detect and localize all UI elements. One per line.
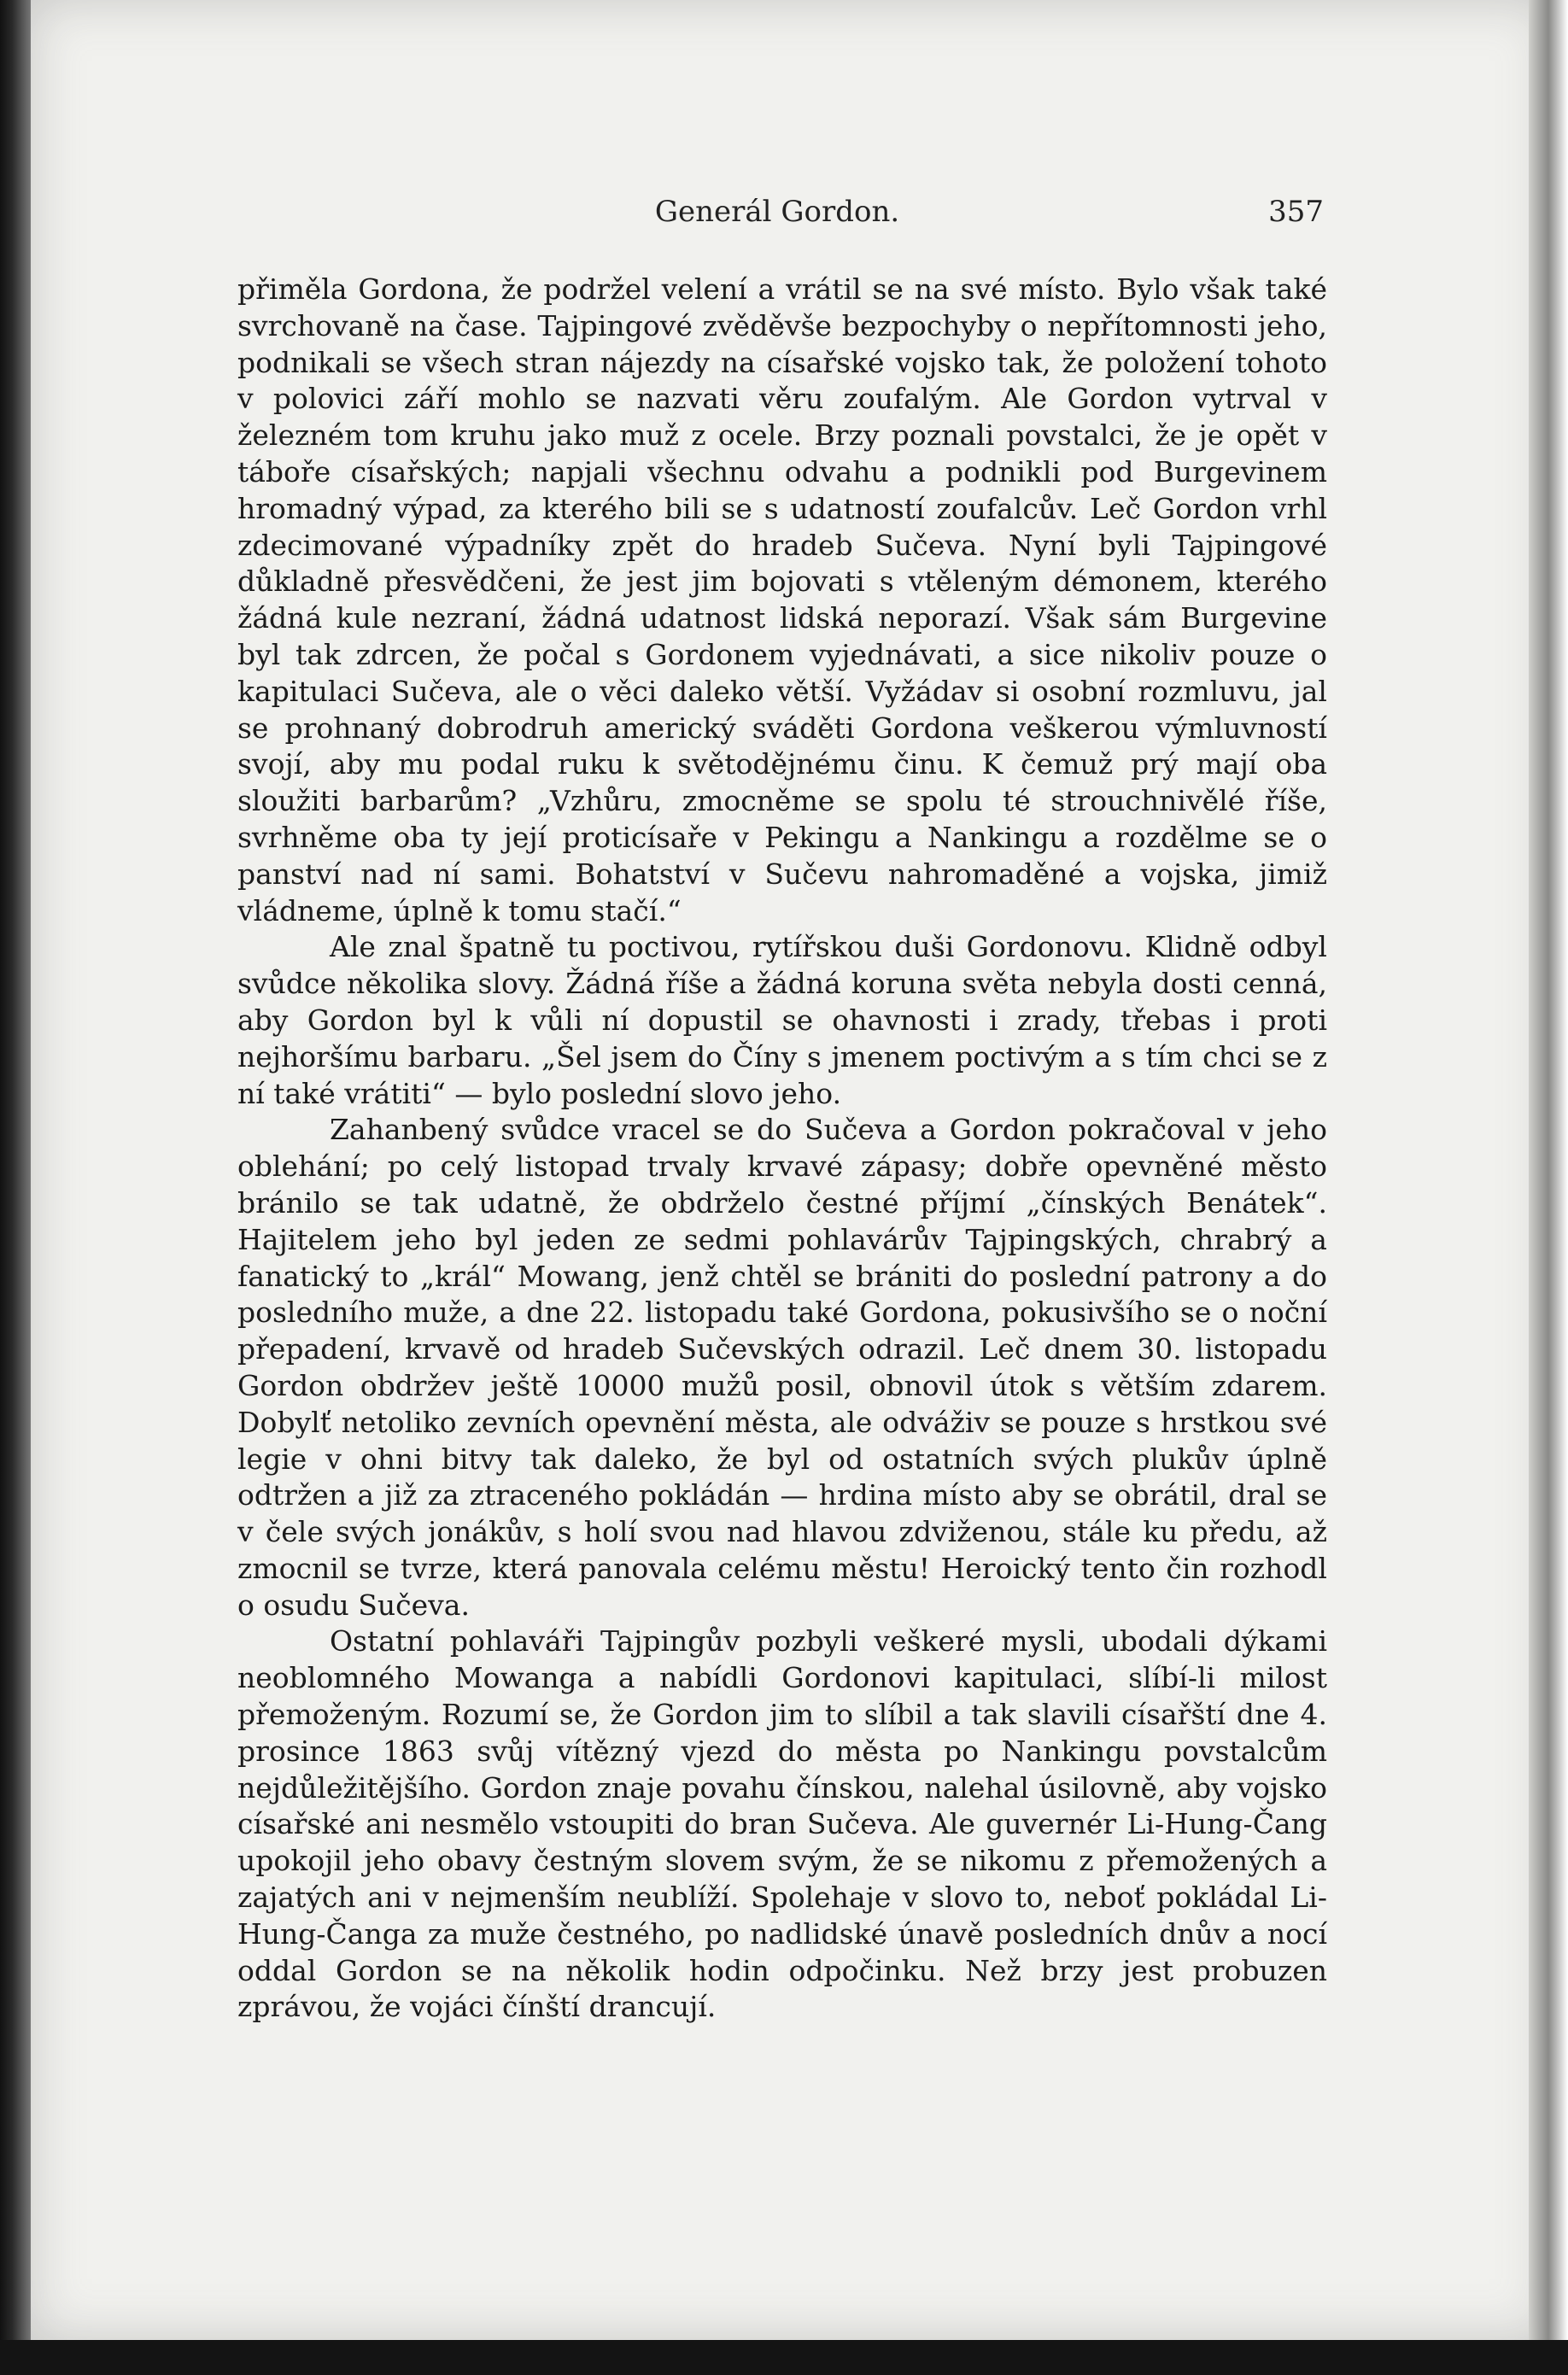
scan-bottom-border (0, 2340, 1568, 2375)
running-title: Generál Gordon. (654, 195, 900, 229)
paragraph: Ale znal špatně tu poctivou, rytířskou duši Gordonovu. Klidně odbyl svůdce několika slovy. Žádná říše a žádná koruna světa nebyla dosti cenná, aby Gordon byl k vůli ní dopustil se ohavnosti i zrady, třebas i proti nejhoršímu barbaru. „Šel jsem do Číny s jmenem poctivým a s tím chci se z ní také vrátiti“ — bylo poslední slovo jeho. (237, 930, 1327, 1110)
paragraph: Ostatní pohlaváři Tajpingův pozbyli veškeré mysli, ubodali dýkami neoblomného Mowanga a nabídli Gordonovi kapitulaci, slíbí-li milost přemoženým. Rozumí se, že Gordon jim to slíbil a tak slavili císařští dne 4. prosince 1863 svůj vítězný vjezd do města po Nankingu povstalcům nejdůležitějšího. Gordon znaje povahu čínskou, nalehal úsilovně, aby vojsko císařské ani nesmělo vstoupiti do bran Sučeva. Ale guvernér Li-Hung-Čang upokojil jeho obavy čestným slovem svým, že se nikomu z přemožených a zajatých ani v nejmenším neublíží. Spolehaje v slovo to, neboť pokládal Li-Hung-Čanga za muže čestného, po nadlidské únavě posledních dnův a nocí oddal Gordon se na několik hodin odpočinku. Než brzy jest probuzen zprávou, že vojáci čínští drancují. (237, 1624, 1327, 2024)
running-head (231, 195, 1324, 237)
body-text (237, 272, 1327, 2026)
page-edge (1529, 0, 1568, 2375)
paragraph: přiměla Gordona, že podržel velení a vrátil se na své místo. Bylo však také svrchovaně na čase. Tajpingové zvěděvše bezpochyby o nepřítomnosti jeho, podnikali se všech stran nájezdy na císařské vojsko tak, že položení tohoto v polovici září mohlo se nazvati věru zoufalým. Ale Gordon vytrval v železném tom kruhu jako muž z ocele. Brzy poznali povstalci, že je opět v táboře císařských; napjali všechnu odvahu a podnikli pod Burgevinem hromadný výpad, za kterého bili se s udatností zoufalcův. Leč Gordon vrhl zdecimované výpadníky zpět do hradeb Sučeva. Nyní byli Tajpingové důkladně přesvědčeni, že jest jim bojovati s vtěleným démonem, kterého žádná kule nezraní, žádná udatnost lidská neporazí. Však sám Burgevine byl tak zdrcen, že počal s Gordonem vyjednávati, a sice nikoliv pouze o kapitulaci Sučeva, ale o věci daleko větší. Vyžádav si osobní rozmluvu, jal se prohnaný dobrodruh americký sváděti Gordona veškerou výmluvností svojí, aby mu podal ruku k světodějnému činu. K čemuž prý mají oba sloužiti barbarům? „Vzhůru, zmocněme se spolu té strouchnivělé říše, svrhněme oba ty její proticísaře v Pekingu a Nankingu a rozdělme se o panství nad ní sami. Bohatství v Sučevu nahromaděné a vojska, jimiž vládneme, úplně k tomu stačí.“ (237, 272, 1327, 927)
page-number: 357 (1268, 195, 1324, 229)
book-spine-shadow (0, 0, 31, 2375)
paragraph: Zahanbený svůdce vracel se do Sučeva a Gordon pokračoval v jeho oblehání; po celý listopad trvaly krvavé zápasy; dobře opevněné město bránilo se tak udatně, že obdrželo čestné příjmí „čínských Benátek“. Hajitelem jeho byl jeden ze sedmi pohlavárův Tajpingských, chrabrý a fanatický to „král“ Mowang, jenž chtěl se brániti do poslední patrony a do posledního muže, a dne 22. listopadu také Gordona, pokusivšího se o noční přepadení, krvavě od hradeb Sučevských odrazil. Leč dnem 30. listopadu Gordon obdržev ještě 10000 mužů posil, obnovil útok s větším zdarem. Dobylť netoliko zevních opevnění města, ale odváživ se pouze s hrstkou své legie v ohni bitvy tak daleko, že byl od ostatních svých plukův úplně odtržen a již za ztraceného pokládán — hrdina místo aby se obrátil, dral se v čele svých jonákův, s holí svou nad hlavou zdviženou, stále ku předu, až zmocnil se tvrze, která panovala celému městu! Heroický tento čin rozhodl o osudu Sučeva. (237, 1113, 1327, 1622)
